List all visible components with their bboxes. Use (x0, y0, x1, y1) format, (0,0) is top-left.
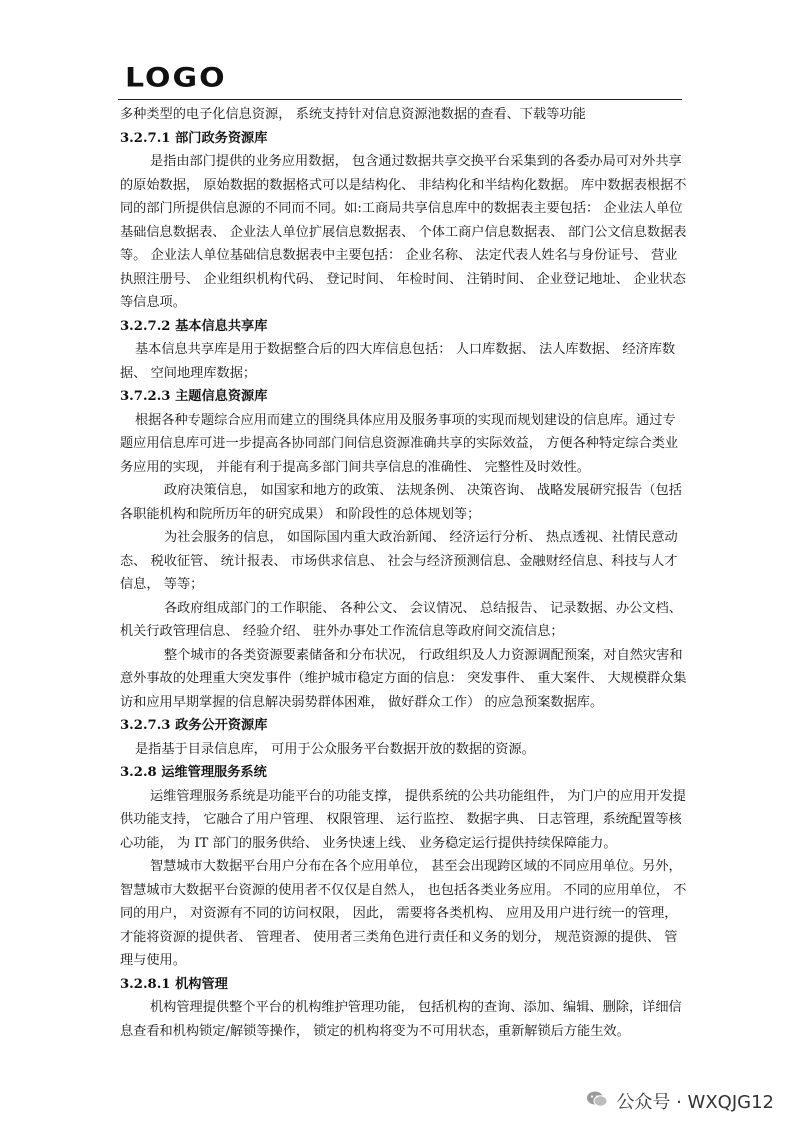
section-heading: 3.2.7.3 政务公开资源库 (120, 718, 268, 733)
section-heading: 3.2.7.1 部门政务资源库 (120, 130, 268, 146)
body-paragraph: 智慧城市大数据平台用户分布在各个应用单位， 甚至会出现跨区域的不同应用单位。另外， 智慧城市大数据平台资源的使用者不仅仅是自然人， 也包括各类业务应用。 不同的应用单位， 不同的用户， 对资源有不同的访问权限， 因此， 需要将各类机构、 应用及用户进行统一的管理， 才能将资源的提供者、 管理者、 使用者三类角色进行责任和义务的划分， 规范资源的提供、 管理与使用。 (120, 859, 687, 968)
section-heading: 3.2.8.1 机构管理 (120, 976, 228, 992)
watermark (586, 1088, 774, 1114)
body-paragraph: 为社会服务的信息， 如国际国内重大政治新闻、 经济运行分析、 热点透视、社情民意动态、 税收征管、 统计报表、 市场供求信息、 社会与经济预测信息、金融财经信息、科技与人才信息， 等等； (120, 530, 678, 592)
body-paragraph: 整个城市的各类资源要素储备和分布状况， 行政组织及人力资源调配预案，对自然灾害和意外事故的处理重大突发事件（维护城市稳定方面的信息： 突发事件、 重大案件、 大规模群众集访和应用早期掌握的信息解决弱势群体困难， 做好群众工作） 的应急预案数据库。 (120, 647, 687, 710)
section-heading: 3.7.2.3 主题信息资源库 (120, 389, 268, 404)
header-rule (118, 99, 682, 100)
body-paragraph: 政府决策信息， 如国家和地方的政策、 法规条例、 决策咨询、 战略发展研究报告（包括各职能机构和院所历年的研究成果） 和阶段性的总体规划等； (120, 483, 682, 522)
body-paragraph: 基本信息共享库是用于数据整合后的四大库信息包括： 人口库数据、 法人库数据、 经济库数据、 空间地理库数据； (120, 342, 676, 381)
document-body (120, 103, 688, 1043)
watermark-text: 公众号 · WXQJG12 (616, 1092, 774, 1113)
body-paragraph: 是指基于目录信息库， 可用于公众服务平台数据开放的数据的资源。 (135, 741, 535, 757)
body-paragraph: 机构管理提供整个平台的机构维护管理功能， 包括机构的查询、添加、编辑、删除，详细信息查看和机构锁定/解锁等操作， 锁定的机构将变为不可用状态，重新解锁后方能生效。 (120, 1000, 682, 1039)
body-paragraph: 各政府组成部门的工作职能、 各种公文、 会议情况、 总结报告、 记录数据、办公文档、 机关行政管理信息、 经验介绍、 驻外办事处工作流信息等政府间交流信息； (120, 600, 682, 639)
section-heading: 3.2.8 运维管理服务系统 (120, 765, 267, 780)
section-heading: 3.2.7.2 基本信息共享库 (120, 318, 268, 334)
body-paragraph: 是指由部门提供的业务应用数据， 包含通过数据共享交换平台采集到的各委办局可对外共享的原始数据， 原始数据的数据格式可以是结构化、 非结构化和半结构化数据。 库中数据表根据不同的部门所提供信息源的不同而不同。如:工商局共享信息库中的数据表主要包括： 企业法人单位基础信息数据表、 企业法人单位扩展信息数据表、 个体工商户信息数据表、 部门公文信息数据表等。 企业法人单位基础信息数据表中主要包括： 企业名称、 法定代表人姓名与身份证号、 营业执照注册号、 企业组织机构代码、 登记时间、 年检时间、 注销时间、 企业登记地址、 企业状态等信息项。 (120, 154, 687, 310)
wechat-icon (586, 1090, 608, 1113)
logo: LOGO (125, 62, 227, 94)
body-paragraph: 根据各种专题综合应用而建立的围绕具体应用及服务事项的实现而规划建设的信息库。通过专题应用信息库可进一步提高各协同部门间信息资源准确共享的实际效益， 方便各种特定综合类业务应用的实现， 并能有利于提高多部门间共享信息的准确性、 完整性及时效性。 (120, 412, 679, 475)
body-paragraph: 多种类型的电子化信息资源， 系统支持针对信息资源池数据的查看、下载等功能 (120, 107, 586, 122)
body-paragraph: 运维管理服务系统是功能平台的功能支撑， 提供系统的公共功能组件， 为门户的应用开发提供功能支持， 它融合了用户管理、 权限管理、 运行监控、 数据字典、 日志管理，系统配置等核心功能， 为 IT 部门的服务供给、 业务快速上线、 业务稳定运行提供持续保障能力。 (120, 788, 686, 851)
